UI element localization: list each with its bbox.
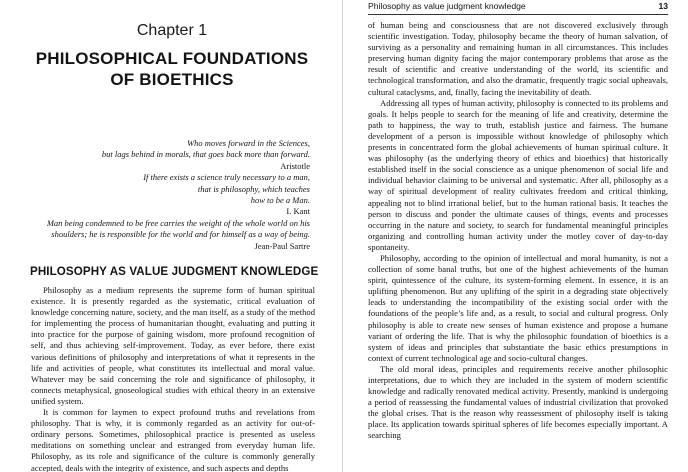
epigraph-2-line-1: If there exists a science truly necessary to a man, — [143, 172, 310, 183]
running-title: Philosophy as value judgment knowledge — [368, 1, 526, 11]
page-number: 13 — [658, 1, 668, 11]
epigraph-1-author: Aristotle — [280, 160, 310, 171]
right-paragraph-4: The old moral ideas, principles and requirements receive another philosophic interpretations, due to which they are included in the system of modern scientific knowledge and radically renovated medical activity. Presently, mankind is undergoing a period of reassessing the fundamental values of industrial civilization that provoked the global crises. That is the reason why reassessment of philosophy itself is taking place. Its application towards spiritual spheres of life becomes especially important. A searching — [368, 363, 668, 441]
right-paragraph-1: of human being and consciousness that are not discovered exclusively through scientific investigation. Today, philosophy became the theory of human salvation, of surviving as a personality and remaining human in all circumstances. This includes preserving human dignity facing the major contemporary problems that arose as the result of scientific and creative understanding of the world, its scientific and technological transformation, and also the dramatic, frequently tragic social upheavals, cultural cataclysms, and, finally, facing the inevitability of death. — [368, 20, 668, 97]
section-heading: PHILOSOPHY AS VALUE JUDGMENT KNOWLEDGE — [30, 265, 319, 278]
chapter-title-line-2: OF BIOETHICS — [110, 70, 234, 89]
epigraph-2-line-2: that is philosophy, which teaches — [197, 183, 310, 194]
epigraph-1-line-2: but lags behind in morals, that goes back more than forward. — [101, 149, 310, 160]
left-paragraph-1: Philosophy as a medium represents the supreme form of human spiritual existence. It is presently regarded as the systematic, critical evaluation of knowledge concerning nature, society, and the man itself, as a study of the method for implementing the process of humanitarian thought, evaluating and putting it into practice for the purpose of gaining wisdom, more profound recognition of self, and thus achieving self-improvement. Today, as ever before, there exist various definitions of philosophy and interpretations of what it represents in the life and activities of people, what constitutes its intellectual and moral value. Whatever may be said concerning the role and significance of philosophy, it connects metaphysical, gnoseological studies with ethical theory in an extensive unified system. — [31, 285, 315, 406]
epigraph-2-author: I. Kant — [286, 206, 310, 217]
left-paragraph-2: It is common for laymen to expect profound truths and revelations from philosophy. That is why, it is commonly regarded as an activity for out-of-ordinary persons. Sometimes, philosophical practice is presented as useless meditations on something unclear and estranged from everyday human life. Philosophy, as its role and significance of the culture is commonly generally accepted, deals with the integrity of existence, and such aspects and depths — [31, 407, 315, 472]
epigraphs — [30, 138, 310, 252]
right-page — [344, 0, 688, 472]
chapter-title — [10, 48, 334, 90]
right-paragraph-2: Addressing all types of human activity, philosophy is connected to its problems and goals. It helps people to search for the meaning of life and creativity, determine the path to happiness, the way to truth, establish justice and fairness. The humane development of a person is impossible without knowledge of philosophy which presents in concentrated form the global achievements of human spiritual culture. It was philosophy (as the underlying theory of ethics and bioethics) that historically established itself in the social conscience as a unique phenomenon of social life and individual behavior claiming to be universal and systematic. After all, philosophy as a way of spiritual development of reality cultivates freedom and critical thinking, appealing not to blind irrational belief, but to the human rational basis. It teaches the person to discuss and ponder the ultimate causes of things, events and processes occurring in the nature and society, to search for fundamental meaningful principles organizing and controlling human activity under the motley cover of day-to-day spontaneity. — [368, 97, 668, 252]
chapter-title-line-1: PHILOSOPHICAL FOUNDATIONS — [35, 49, 309, 68]
left-body-text — [31, 285, 315, 472]
right-body-text — [368, 20, 668, 442]
chapter-label: Chapter 1 — [136, 22, 208, 39]
running-head — [368, 0, 668, 15]
epigraph-3-author: Jean-Paul Sartre — [254, 240, 310, 251]
right-paragraph-3: Philosophy, according to the opinion of intellectual and moral humanity, is not a collection of some banal truths, but one of the highest achievements of the human spirit, quintessence of the culture, its system-forming element. In essence, it is an uplifting phenomenon. But any uplifting of the spirit in a degrading state objectively leads to understanding the incompatibility of the existing social order with the foundations of the people’s life and, as a result, to social and cultural progress. Only philosophy is able to create new senses of human existence and propose a humane variant of ordering the life. That is why the philosophic foundation of bioethics is a system of ideas and principles that substantiate the basic ethics presumptions in context of current technological age and socio-cultural changes. — [368, 252, 668, 363]
epigraph-1-line-1: Who moves forward in the Sciences, — [187, 138, 310, 148]
epigraph-2-line-3: how to be a Man. — [250, 195, 310, 206]
epigraph-3-text: Man being condemned to be free carries the weight of the whole world on his shoulders; he is responsible for the world and for himself as a way of being. — [46, 217, 310, 240]
page-gutter — [342, 0, 343, 472]
